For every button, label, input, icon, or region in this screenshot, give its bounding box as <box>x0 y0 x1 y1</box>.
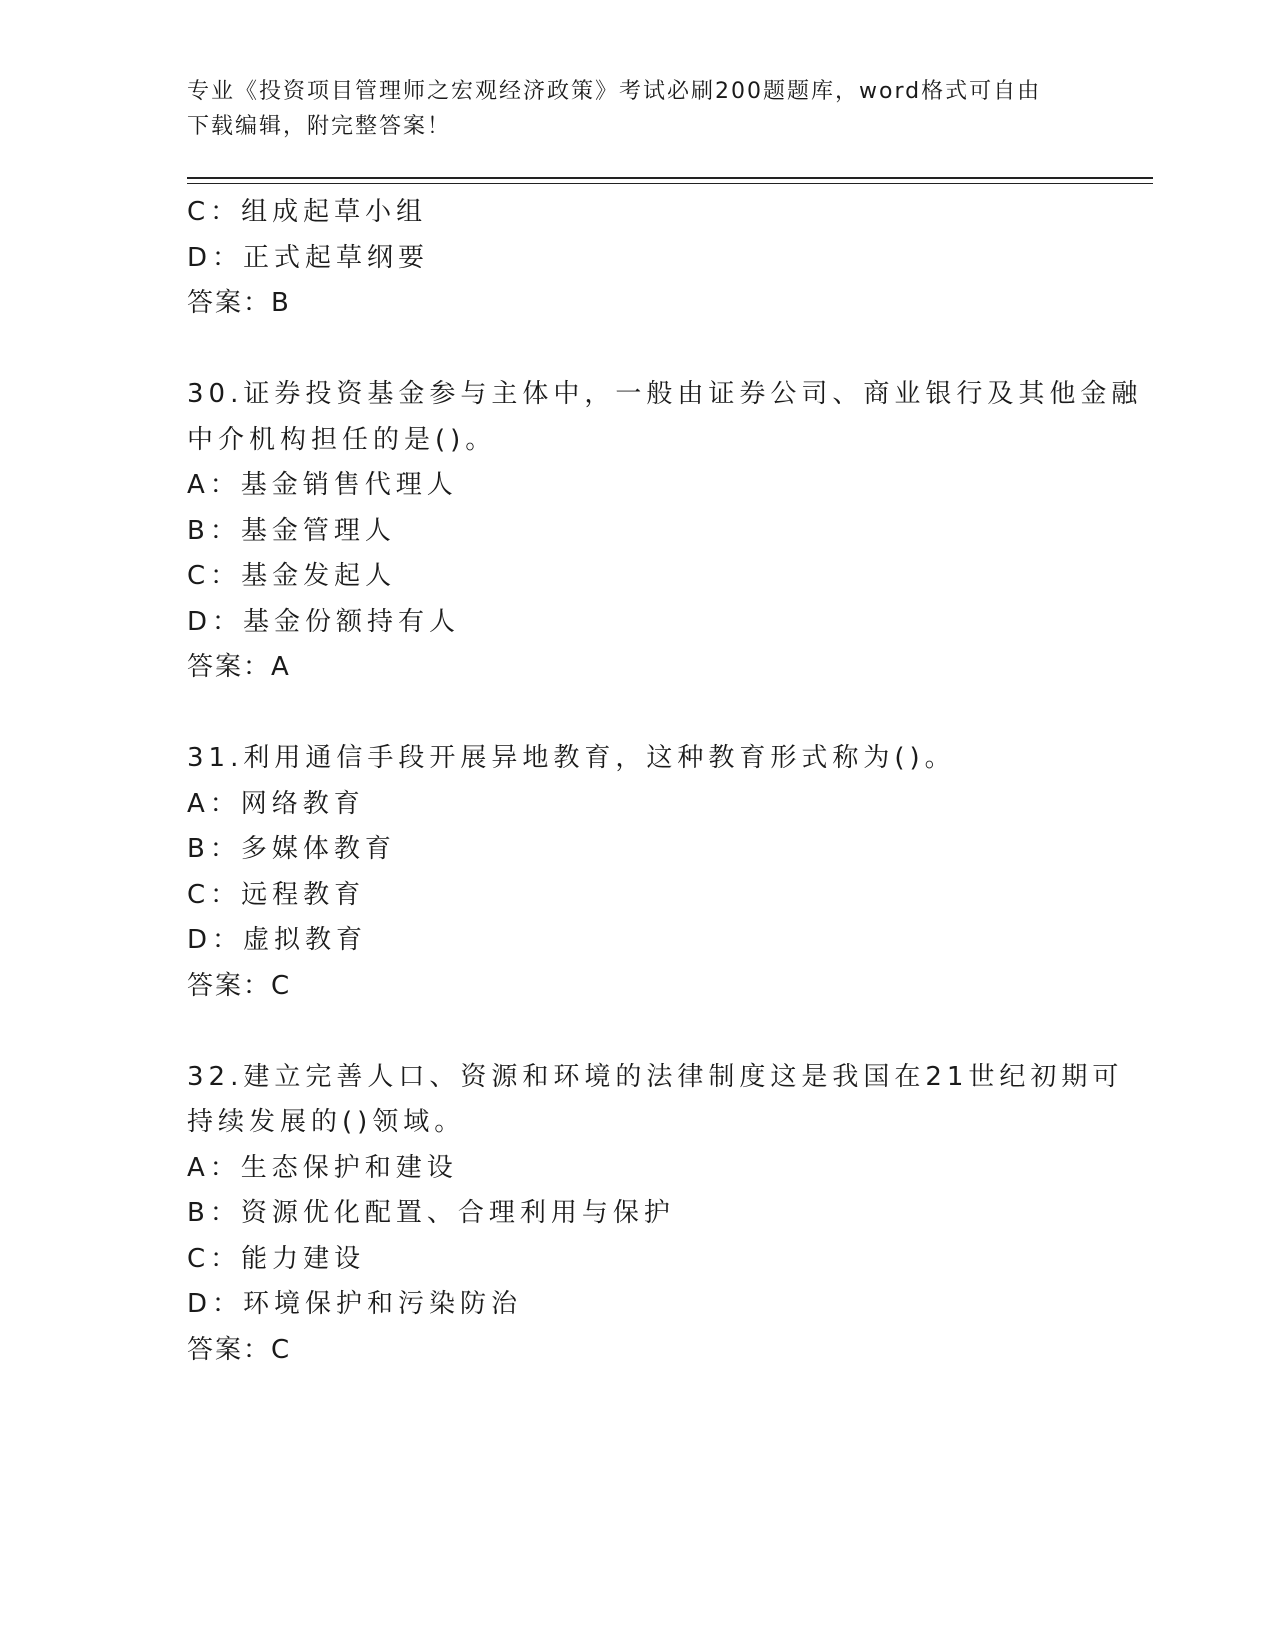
answer-line: 答案：C <box>187 1334 292 1365</box>
option-c: C：基金发起人 <box>187 561 397 591</box>
document-header <box>187 74 1087 144</box>
question-stem: 31.利用通信手段开展异地教育，这种教育形式称为()。 <box>187 743 956 773</box>
spacer <box>187 327 1087 373</box>
option-d: D：虚拟教育 <box>187 925 368 955</box>
header-rule-thick <box>187 177 1153 179</box>
option-d: D：正式起草纲要 <box>187 242 430 273</box>
answer-line: 答案：A <box>187 652 291 682</box>
option-c: C：组成起草小组 <box>187 197 428 227</box>
spacer <box>187 691 1087 737</box>
option-a: A：生态保护和建设 <box>187 1152 458 1183</box>
answer-line: 答案：C <box>187 970 292 1001</box>
header-line-2: 下载编辑，附完整答案！ <box>187 114 452 139</box>
prev-question-block <box>187 190 1087 327</box>
question-stem: 持续发展的()领域。 <box>187 1107 466 1137</box>
option-b: B：多媒体教育 <box>187 834 396 864</box>
option-c: C：远程教育 <box>187 879 366 910</box>
answer-line: 答案：B <box>187 288 291 318</box>
option-c: C：能力建设 <box>187 1243 366 1274</box>
option-d: D：基金份额持有人 <box>187 606 461 637</box>
option-a: A：网络教育 <box>187 788 365 819</box>
option-d: D：环境保护和污染防治 <box>187 1289 523 1319</box>
question-stem: 32.建立完善人口、资源和环境的法律制度这是我国在21世纪初期可 <box>187 1061 1124 1092</box>
option-a: A：基金销售代理人 <box>187 470 458 500</box>
question-stem: 中介机构担任的是()。 <box>187 424 497 455</box>
header-rule-thin <box>187 183 1153 184</box>
question-list <box>187 190 1143 1373</box>
spacer <box>187 1009 1087 1055</box>
header-line-1: 专业《投资项目管理师之宏观经济政策》考试必刷200题题库，word格式可自由 <box>187 79 1042 104</box>
question-30 <box>187 372 1143 691</box>
option-b: B：资源优化配置、合理利用与保护 <box>187 1198 675 1228</box>
question-stem: 30.证券投资基金参与主体中，一般由证券公司、商业银行及其他金融 <box>187 379 1143 409</box>
option-b: B：基金管理人 <box>187 515 396 546</box>
question-32 <box>187 1055 1124 1374</box>
question-31 <box>187 736 1087 1009</box>
